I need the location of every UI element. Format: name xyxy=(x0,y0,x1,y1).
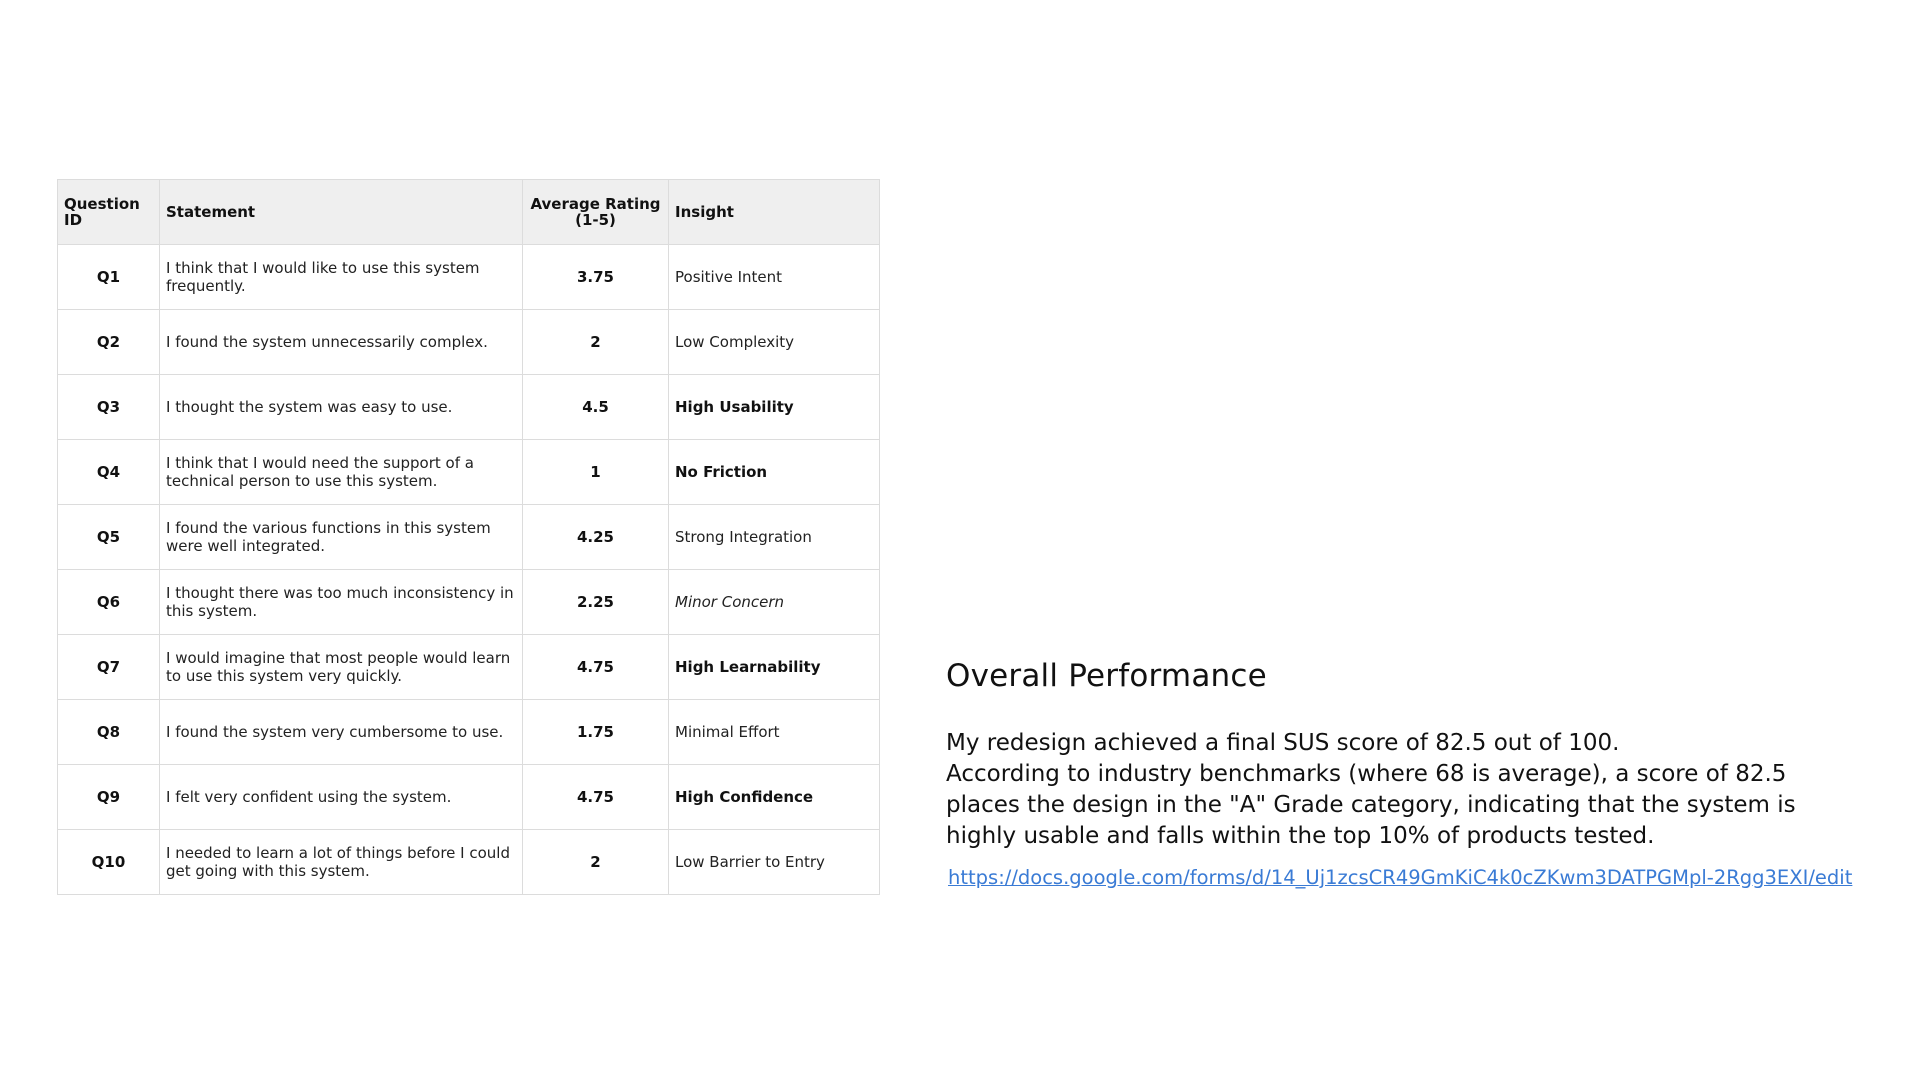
benchmark-explanation: According to industry benchmarks (where 68 is average), a score of 82.5 places the design in the "A" Grade category, indicating that the system is highly usable and falls within the top 10% of products tested. xyxy=(946,761,1796,849)
overall-performance-title: Overall Performance xyxy=(946,658,1267,694)
table-row xyxy=(58,700,880,765)
insight-cell: No Friction xyxy=(669,440,880,505)
table-row xyxy=(58,505,880,570)
insight-cell: Low Complexity xyxy=(669,310,880,375)
question-id-cell: Q3 xyxy=(58,375,160,440)
sus-results-table-container xyxy=(57,179,879,895)
rating-cell: 2.25 xyxy=(523,570,669,635)
insight-cell: High Confidence xyxy=(669,765,880,830)
rating-cell: 1.75 xyxy=(523,700,669,765)
table-row xyxy=(58,570,880,635)
rating-cell: 1 xyxy=(523,440,669,505)
rating-cell: 4.25 xyxy=(523,505,669,570)
header-insight: Insight xyxy=(669,180,880,245)
insight-cell: Strong Integration xyxy=(669,505,880,570)
statement-cell: I found the system unnecessarily complex. xyxy=(160,310,523,375)
question-id-cell: Q4 xyxy=(58,440,160,505)
question-id-cell: Q8 xyxy=(58,700,160,765)
question-id-cell: Q9 xyxy=(58,765,160,830)
insight-cell: Minor Concern xyxy=(669,570,880,635)
question-id-cell: Q1 xyxy=(58,245,160,310)
statement-cell: I found the system very cumbersome to use. xyxy=(160,700,523,765)
insight-cell: Positive Intent xyxy=(669,245,880,310)
table-row xyxy=(58,635,880,700)
rating-cell: 2 xyxy=(523,830,669,895)
statement-cell: I felt very confident using the system. xyxy=(160,765,523,830)
table-header-row xyxy=(58,180,880,245)
statement-cell: I think that I would need the support of a technical person to use this system. xyxy=(160,440,523,505)
insight-cell: High Learnability xyxy=(669,635,880,700)
sus-score-summary: My redesign achieved a final SUS score of 82.5 out of 100. xyxy=(946,730,1620,756)
statement-cell: I think that I would like to use this system frequently. xyxy=(160,245,523,310)
statement-cell: I thought the system was easy to use. xyxy=(160,375,523,440)
survey-form-link[interactable]: https://docs.google.com/forms/d/14_Uj1zcsCR49GmKiC4k0cZKwm3DATPGMpl-2Rgg3EXI/edit xyxy=(948,866,1853,889)
table-body xyxy=(58,245,880,895)
insight-cell: Minimal Effort xyxy=(669,700,880,765)
question-id-cell: Q5 xyxy=(58,505,160,570)
overall-performance-section xyxy=(946,658,1866,889)
rating-cell: 4.75 xyxy=(523,635,669,700)
question-id-cell: Q10 xyxy=(58,830,160,895)
insight-cell: Low Barrier to Entry xyxy=(669,830,880,895)
header-statement: Statement xyxy=(160,180,523,245)
statement-cell: I needed to learn a lot of things before I could get going with this system. xyxy=(160,830,523,895)
table-row xyxy=(58,310,880,375)
statement-cell: I would imagine that most people would learn to use this system very quickly. xyxy=(160,635,523,700)
header-average-rating: Average Rating (1-5) xyxy=(523,180,669,245)
rating-cell: 2 xyxy=(523,310,669,375)
insight-cell: High Usability xyxy=(669,375,880,440)
statement-cell: I found the various functions in this system were well integrated. xyxy=(160,505,523,570)
rating-cell: 4.75 xyxy=(523,765,669,830)
overall-performance-body xyxy=(946,728,1866,852)
header-question-id: Question ID xyxy=(58,180,160,245)
table-row xyxy=(58,375,880,440)
question-id-cell: Q2 xyxy=(58,310,160,375)
sus-results-table xyxy=(57,179,880,895)
question-id-cell: Q6 xyxy=(58,570,160,635)
table-row xyxy=(58,440,880,505)
question-id-cell: Q7 xyxy=(58,635,160,700)
table-row xyxy=(58,830,880,895)
statement-cell: I thought there was too much inconsistency in this system. xyxy=(160,570,523,635)
rating-cell: 3.75 xyxy=(523,245,669,310)
table-row xyxy=(58,245,880,310)
rating-cell: 4.5 xyxy=(523,375,669,440)
table-row xyxy=(58,765,880,830)
